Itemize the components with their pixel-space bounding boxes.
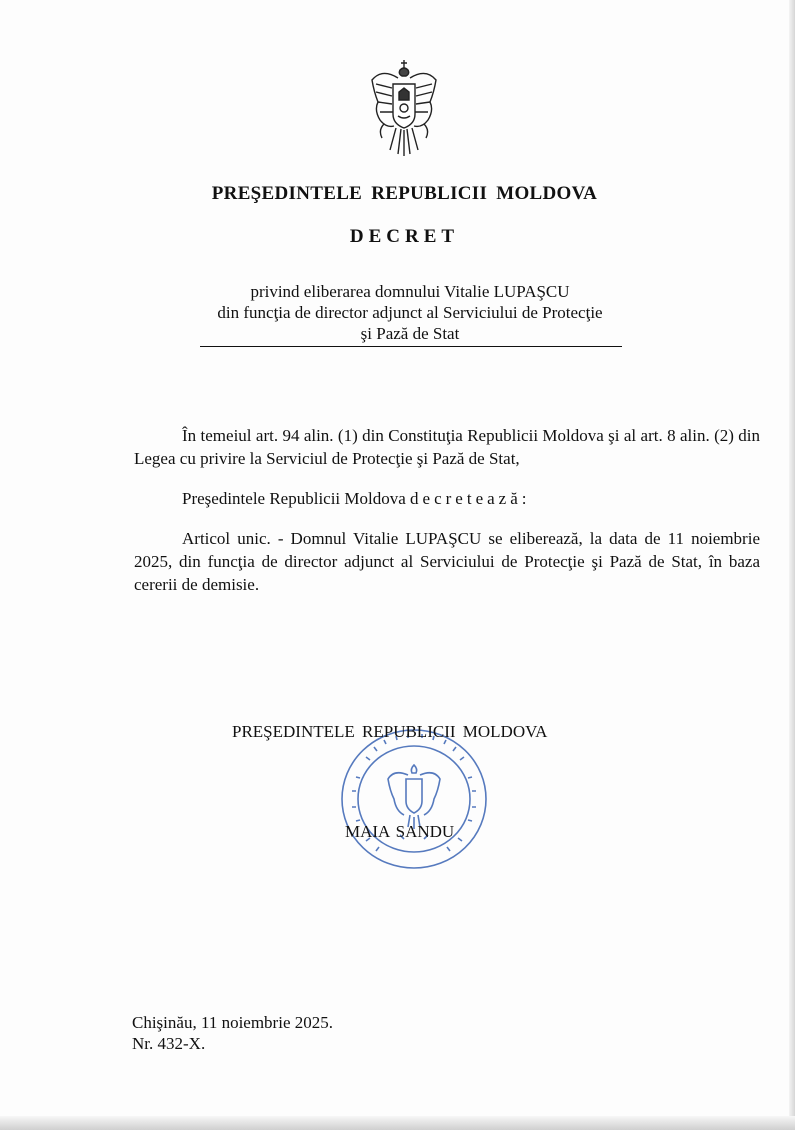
- decree-subject: [180, 281, 640, 344]
- article-paragraph: Articol unic. - Domnul Vitalie LUPAŞCU se eliberează, la data de 11 noiembrie 2025, din funcţia de director adjunct al Serviciului de Protecţie şi Pază de Stat, în baza cererii de demisie.: [134, 529, 760, 594]
- legal-basis-paragraph: În temeiul art. 94 alin. (1) din Constituţia Republicii Moldova şi al art. 8 alin. (2) din Legea cu privire la Serviciul de Protecţie şi Pază de Stat,: [134, 426, 760, 468]
- decree-number-text: Nr. 432-X.: [132, 1034, 206, 1053]
- signatory-name: MAIA SANDU: [345, 822, 455, 841]
- scan-edge-shadow-right: [789, 0, 795, 1130]
- subject-line: şi Pază de Stat: [360, 324, 460, 343]
- scan-edge-shadow-bottom: [0, 1116, 795, 1130]
- decree-formula: [182, 487, 682, 510]
- signatory-title: PREŞEDINTELE REPUBLICII MOLDOVA: [232, 722, 548, 741]
- decree-intro-text: Preşedintele Republicii Moldova: [182, 489, 406, 508]
- place-date-text: Chişinău, 11 noiembrie 2025.: [132, 1013, 333, 1032]
- decree-verb-text: decretează:: [410, 489, 531, 508]
- subject-line: din funcţia de director adjunct al Serviciului de Protecţie: [217, 303, 603, 322]
- document-type-heading: DECRET: [349, 226, 460, 247]
- coat-of-arms-emblem: [368, 58, 440, 158]
- issuer-title: PREŞEDINTELE REPUBLICII MOLDOVA: [211, 183, 598, 204]
- official-seal-stamp: [338, 727, 490, 872]
- subject-line: privind eliberarea domnului Vitalie LUPAŞCU: [250, 282, 570, 301]
- place-and-number: [132, 1012, 333, 1054]
- subject-underline-divider: [200, 346, 622, 347]
